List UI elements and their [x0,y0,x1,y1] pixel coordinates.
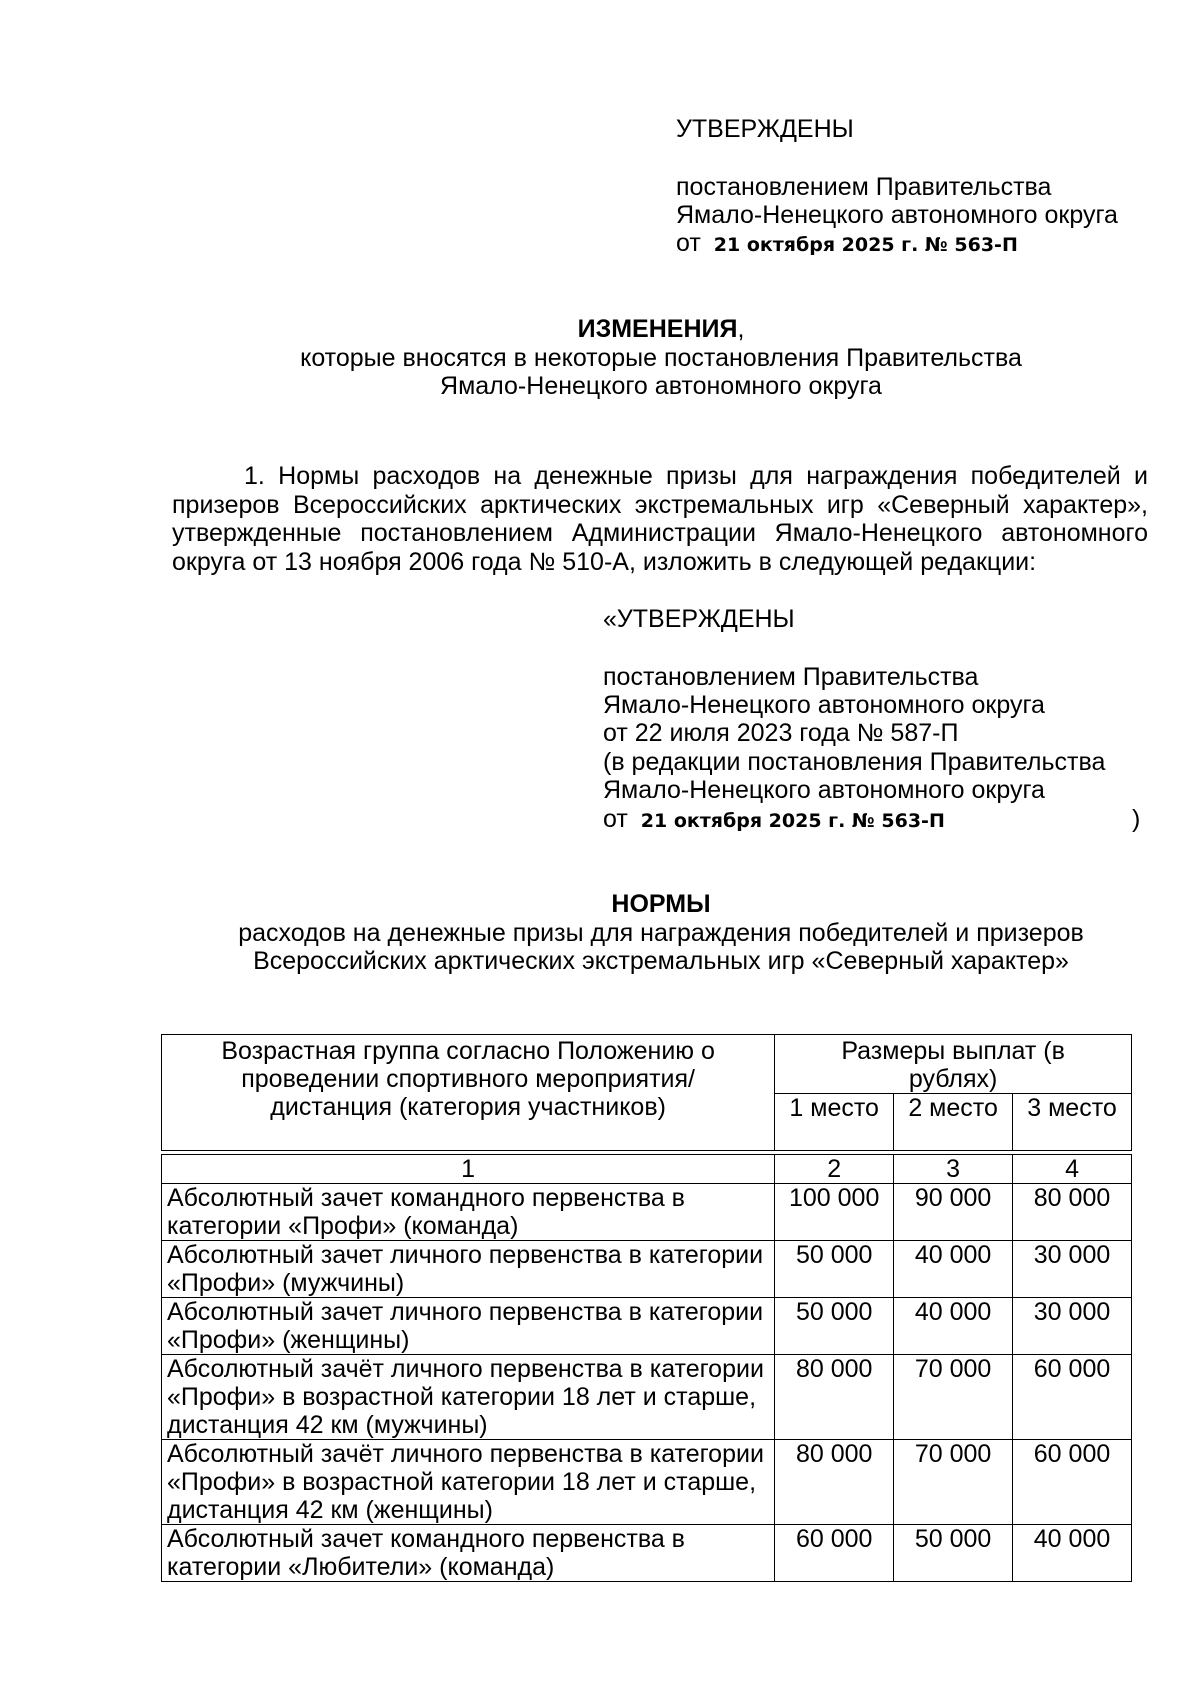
colnum-2: 2 [775,1155,894,1184]
heading-line2: Ямало-Ненецкого автономного округа [440,372,882,400]
table-row [162,1298,1132,1355]
inner-approval-date-number: 21 октября 2025 г. № 563-П [640,810,945,832]
row-place3: 30 000 [1013,1298,1132,1355]
row-category: Абсолютный зачёт личного первенства в категории «Профи» в возрастной категории 18 лет и старше, дистанция 42 км (мужчины) [162,1355,775,1440]
header-place3: 3 место [1013,1094,1132,1151]
paragraph-1: 1. Нормы расходов на денежные призы для награждения победителей и призеров Всероссийских арктических экстремальных игр «Северный характер», утвержденные постановлением Администрации Ямало-Ненецкого автономного округа от 13 ноября 2006 года № 510-А, изложить в следующей редакции: [172,462,1148,576]
table-colnum-row [162,1155,1132,1184]
inner-approval-line5: Ямало-Ненецкого автономного округа [603,776,1045,804]
row-place1: 50 000 [775,1298,894,1355]
norms-line1: расходов на денежные призы для награждения победителей и призеров [238,919,1084,947]
row-category: Абсолютный зачет командного первенства в категории «Профи» (команда) [162,1184,775,1241]
row-place3: 40 000 [1013,1525,1132,1582]
row-category: Абсолютный зачёт личного первенства в категории «Профи» в возрастной категории 18 лет и старше, дистанция 42 км (женщины) [162,1440,775,1525]
inner-approval-close-paren: ) [1132,805,1141,833]
row-place1: 50 000 [775,1241,894,1298]
header-place2: 2 место [894,1094,1013,1151]
header-payments-cell: Размеры выплат (в рублях) [775,1035,1132,1094]
table-row [162,1241,1132,1298]
row-place2: 70 000 [894,1440,1013,1525]
colnum-1: 1 [162,1155,775,1184]
inner-approval-line3: от 22 июля 2023 года № 587-П [603,719,959,747]
inner-approval-from-prefix: от [603,805,628,833]
heading-title: ИЗМЕНЕНИЯ [577,315,738,343]
row-place2: 40 000 [894,1298,1013,1355]
approval-title: УТВЕРЖДЕНЫ [676,115,854,143]
row-place1: 80 000 [775,1440,894,1525]
approval-date-line [676,229,1018,259]
row-place1: 60 000 [775,1525,894,1582]
row-place3: 80 000 [1013,1184,1132,1241]
row-category: Абсолютный зачет личного первенства в категории «Профи» (женщины) [162,1298,775,1355]
header-group-cell: Возрастная группа согласно Положению о проведении спортивного мероприятия/дистанция (категория участников) [162,1035,775,1151]
table-row [162,1525,1132,1582]
heading-line1: которые вносятся в некоторые постановления Правительства [300,344,1022,372]
norms-line2: Всероссийских арктических экстремальных игр «Северный характер» [253,947,1069,975]
inner-approval-line2: Ямало-Ненецкого автономного округа [603,691,1045,719]
inner-approval-date-line [603,805,945,835]
approval-line2: Ямало-Ненецкого автономного округа [676,201,1118,229]
row-place1: 100 000 [775,1184,894,1241]
row-category: Абсолютный зачет личного первенства в категории «Профи» (мужчины) [162,1241,775,1298]
row-place3: 60 000 [1013,1355,1132,1440]
row-place2: 70 000 [894,1355,1013,1440]
header-place1: 1 место [775,1094,894,1151]
table-row [162,1440,1132,1525]
colnum-4: 4 [1013,1155,1132,1184]
approval-line1: постановлением Правительства [676,173,1052,201]
row-place2: 50 000 [894,1525,1013,1582]
table-row [162,1184,1132,1241]
inner-approval-line1: постановлением Правительства [603,663,979,691]
row-place3: 30 000 [1013,1241,1132,1298]
inner-approval-title: «УТВЕРЖДЕНЫ [603,605,795,633]
norms-table [161,1034,1132,1582]
heading-comma: , [737,315,745,343]
table-row [162,1355,1132,1440]
row-category: Абсолютный зачет командного первенства в категории «Любители» (команда) [162,1525,775,1582]
approval-date-number: 21 октября 2025 г. № 563-П [713,234,1018,256]
inner-approval-line4: (в редакции постановления Правительства [603,748,1106,776]
row-place2: 40 000 [894,1241,1013,1298]
row-place3: 60 000 [1013,1440,1132,1525]
row-place2: 90 000 [894,1184,1013,1241]
approval-from-prefix: от [676,229,701,257]
colnum-3: 3 [894,1155,1013,1184]
row-place1: 80 000 [775,1355,894,1440]
heading-title-line [0,315,1200,343]
norms-title: НОРМЫ [611,890,711,918]
table-header-row [162,1035,1132,1094]
